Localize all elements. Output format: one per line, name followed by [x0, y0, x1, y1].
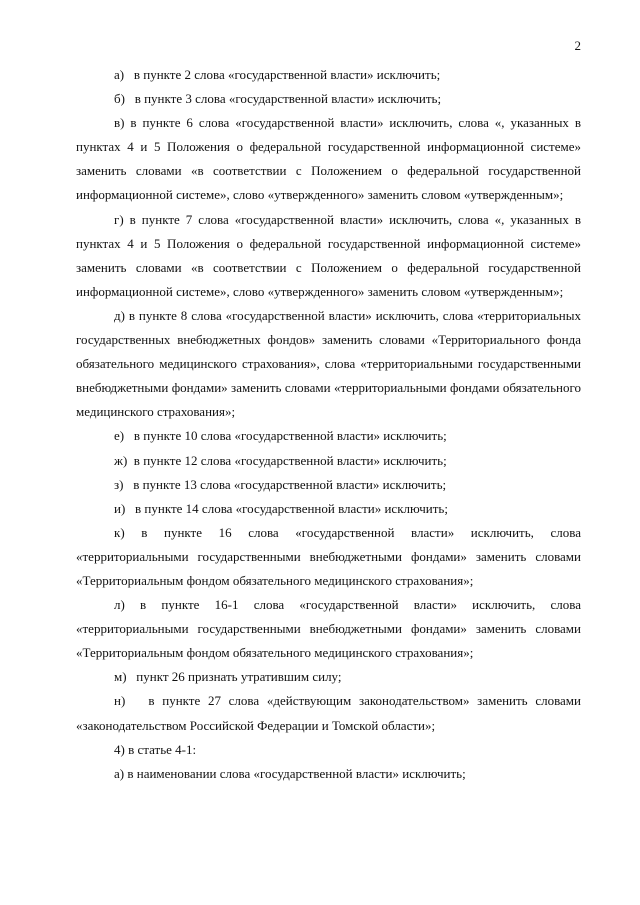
- paragraph-d: д) в пункте 8 слова «государственной власти» исключить, слова «территориальных государственных внебюджетных фондов» заменить словами «Территориального фонда обязательного медицинского страхования», слова «территориальными государственными внебюджетными фондами» заменить словами «территориальными фондами обязательного медицинского страхования»;: [76, 307, 581, 420]
- paragraph-e: е) в пункте 10 слова «государственной власти» исключить;: [114, 428, 447, 444]
- paragraph-m: м) пункт 26 признать утратившим силу;: [114, 669, 342, 685]
- paragraph-a: а) в пункте 2 слова «государственной власти» исключить;: [114, 67, 441, 82]
- page-number: 2: [574, 38, 581, 53]
- paragraph-l: л) в пункте 16-1 слова «государственной власти» исключить, слова «территориальными государственными внебюджетными фондами» заменить словами «Территориальным фондом обязательного медицинского страхования»;: [76, 597, 581, 661]
- paragraph-zh: ж) в пункте 12 слова «государственной власти» исключить;: [114, 452, 447, 468]
- paragraph-g: г) в пункте 7 слова «государственной власти» исключить, слова «, указанных в пунктах 4 и 5 Положения о федеральной государственной информационной системе» заменить словами «в соответствии с Положением о федеральной государственной информационной системе», слово «утвержденного» заменить словом «утвержденным»;: [76, 211, 581, 299]
- paragraph-b: б) в пункте 3 слова «государственной власти» исключить;: [114, 91, 442, 107]
- paragraph-article-4-1: 4) в статье 4-1:: [114, 741, 197, 757]
- document-body: [76, 63, 581, 786]
- paragraph-n: н) в пункте 27 слова «действующим законодательством» заменить словами «законодательством Российской Федерации и Томской области»;: [76, 693, 581, 733]
- paragraph-i: и) в пункте 14 слова «государственной власти» исключить;: [114, 500, 448, 516]
- paragraph-k: к) в пункте 16 слова «государственной власти» исключить, слова «территориальными государственными внебюджетными фондами» заменить словами «Территориальным фондом обязательного медицинского страхования»;: [76, 524, 581, 588]
- paragraph-v: в) в пункте 6 слова «государственной власти» исключить, слова «, указанных в пунктах 4 и 5 Положения о федеральной государственной информационной системе» заменить словами «в соответствии с Положением о федеральной государственной информационной системе», слово «утвержденного» заменить словом «утвержденным»;: [76, 115, 581, 203]
- paragraph-z: з) в пункте 13 слова «государственной власти» исключить;: [114, 476, 447, 492]
- paragraph-article-4-1-a: а) в наименовании слова «государственной власти» исключить;: [114, 765, 466, 781]
